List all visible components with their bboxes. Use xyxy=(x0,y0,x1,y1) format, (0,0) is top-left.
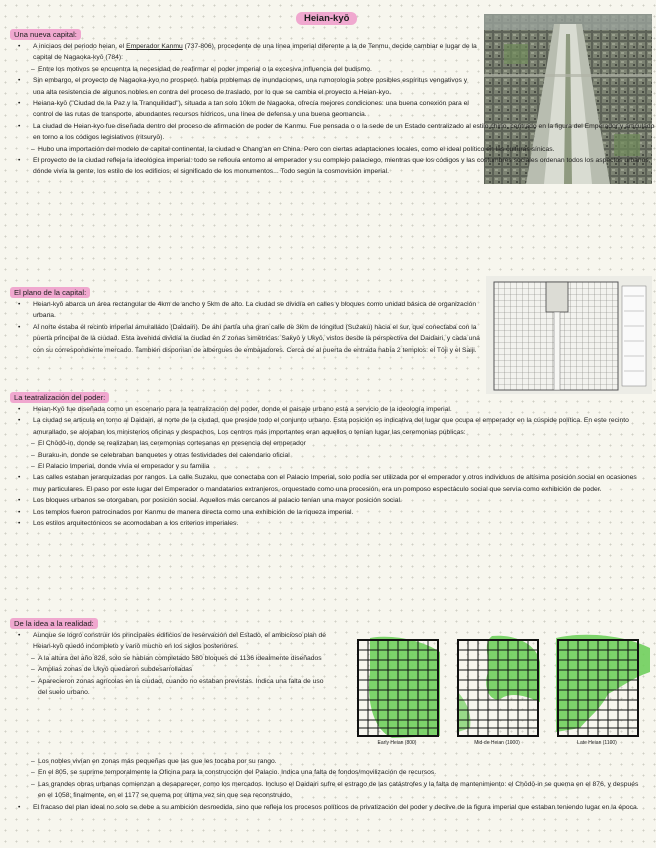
list-item: • Heian-Kyō fue diseñada como un escenario para la teatralización del poder, donde el paisaje urbano está a servicio de la ideología imperial. xyxy=(12,404,513,415)
list-item: – Buraku-in, donde se celebraban banquetes y otras festividades del calendario oficial xyxy=(12,450,642,461)
list-item: – El Palacio Imperial, donde vivía el emperador y su familia xyxy=(12,461,642,472)
list-item: • Al norte estaba el recinto imperial amurallado (Daidairi). De ahí partía una gran calle de 3km de longitud (Suzaku) hacia el sur, que conectaba con la puerta principal de la ciudad. Esta avenida dividía la ciudad en 2 zonas simétricas: Sakyō y Ukyō, vistos desde la perspectiva del Daidairi, y cada una con su correspondiente mercado. También disponían de albergues de embajadores. Cerca de al puerta de entrada había 2 templos: el Tōji y el Saiji. xyxy=(12,322,480,356)
grid-caption-late: Late Heian (1100) xyxy=(577,740,617,746)
grid-caption-mid: Mid-de Heian (1000) xyxy=(474,740,520,746)
list-item: – El Chōdō-in, donde se realizaban las ceremonias cortesanas en presencia del emperador xyxy=(12,438,642,449)
list-item: • La ciudad se articula en torno al Daidairi, al norte de la ciudad, que preside todo el conjunto urbano. Esta posición es indicativa del lugar que ocupa el emperador en la cúspide política. En este recinto amurallado, se alojaban los ministerios oficinas y despachos. Los centros más importantes eran aquellos o tenían lugar las ceremonias públicas: xyxy=(12,415,642,438)
list-item: • Las calles estaban jerarquizadas por rangos. La calle Suzaku, que conectaba con el Palacio Imperial, solo podía ser utilizada por el emperador y otros individuos de altísima posición social en ocasiones muy particulares. El paso por este lugar del Emperador o mandatarios extranjeros, orquestado como una procesión, era un pomposo espectáculo social que servía como exhibición de poder. xyxy=(12,472,642,495)
list-item: • Heian-kyō abarca un área rectangular de 4km de ancho y 5km de alto. La ciudad se dividía en calles y bloques como unidad básica de organización urbana. xyxy=(12,299,480,322)
grid-caption-early: Early Heian (800) xyxy=(377,740,417,746)
list-item: – Aparecieron zonas agrícolas en la ciudad, cuando no estaban previstas. Indica una falta de uso del suelo urbano. xyxy=(12,676,330,699)
list-item: • A iniciaos del periodo heian, el Emperador Kanmu (737-806), procedente de una línea imperial diferente a la de Tenmu, decide cambiar e lugar de la capital de Nagaoka-kyō (784): xyxy=(12,41,480,64)
list-item: – Amplias zonas de Ukyō quedaron subdesarrolladas xyxy=(12,664,330,675)
list-item: – En el 805, se suprime temporalmente la Oficina para la construcción del Palacio. Indica una falta de fondos/movilización de recursos. xyxy=(12,767,642,778)
section-body-nueva-capital xyxy=(12,41,655,178)
grid-figure-late xyxy=(552,632,652,747)
section-heading-idea-realidad: De la idea a la realidad: xyxy=(10,618,98,629)
section-heading-nueva-capital: Una nueva capital: xyxy=(10,29,81,40)
list-item: • Los estilos arquitectónicos se acomodaban a los criterios imperiales. xyxy=(12,518,642,529)
list-item: – Las grandes obras urbanas comienzan a desaparecer, como los mercados. Incluso el Daidairi sufre el estrago de las catástrofes y la falta de mantenimiento: el Chōdō-in se quema en el 876, y después en el 1058; finalmente, en el 1177 se quema por última vez sin que sea reconstruido. xyxy=(12,779,642,802)
section-body-idea-realidad-left xyxy=(12,630,330,698)
list-item: • La ciudad de Heian-kyo fue diseñada dentro del proceso de afirmación de poder de Kanmu. Fue pensada o o la sede de un Estado centralizado al estilo chino, centrado en la figura del Emperador y articulado en torno a los códigos legislativos (ritsuryō). xyxy=(12,121,656,144)
page-title: Heian-kyō xyxy=(296,12,357,25)
list-item: – Entre los motivos se encuentra la necesidad de reafirmar el poder imperial o la excesiva influencia del budismo. xyxy=(12,64,480,75)
section-body-idea-realidad-full xyxy=(12,756,642,813)
section-body-plano xyxy=(12,299,480,356)
list-item: • Sin embargo, el proyecto de Nagaoka-kyo no prosperó. había problemas de inundaciones, una rumorología sobre posibles espíritus vengativos y una alta resistencia de algunos nobles en contra del proceso de traslado, por lo que se cambia el proyecto a Heian-kyo. xyxy=(12,75,480,98)
list-item: • Aunque se logró construir los principales edificios de reservación del Estado, el ambicioso plan de Heian-kyō quedó incompleto y varió mucho en los siglos posteriores. xyxy=(12,630,330,653)
grid-figure-mid xyxy=(452,632,544,747)
grid-figure-early xyxy=(352,632,444,747)
list-item: – Los nobles vivían en zonas más pequeñas que las que les tocaba por su rango. xyxy=(12,756,642,767)
list-item: • Los templos fueron patrocinados por Kanmu de manera directa como una exhibición de la riqueza imperial. xyxy=(12,507,642,518)
list-item: • Heiana-kyō ("Ciudad de la Paz y la Tranquilidad"), situada a tan solo 10km de Nagaoka, ofrecía mejores condiciones: una buena conexión para el control de las rutas de transporte, abundantes recursos hídricos, una línea de defensa y una buena geomancia. xyxy=(12,98,480,121)
section-heading-teatralizacion: La teatralización del poder: xyxy=(10,392,109,403)
list-item: • El fracaso del plan ideal no solo se debe a su ambición desmedida, sino que refleja los procesos políticos de privatización del poder y declive de la figura imperial que estaban teniendo lugar en la época. xyxy=(12,802,642,813)
section-heading-plano: El plano de la capital: xyxy=(10,287,90,298)
list-item: – Hubo una importación del modelo de capital continental, la ciudad e Chang'an en China. Pero con ciertas adaptaciones locales, como el ideal político en las culturas sínicas. xyxy=(12,144,643,155)
list-item: • El proyecto de la ciudad refleja la ideológica imperial: todo se refiouía entorno al emperador y su complejo palaciego, mientras que los códigos y las costumbres sociales ordenan todos los aspectos urbanos, dónde vivía la gente, los estilo de los edificios, el significado de los monumentos... Todo según la cosmovisión imperial. xyxy=(12,155,656,178)
section-body-teatralizacion xyxy=(12,404,642,529)
list-item: • Los bloques urbanos se otorgaban, por posición social. Aquellos más cercanos al palacio tenían una mayor posición social. xyxy=(12,495,642,506)
city-plan-drawing xyxy=(486,276,652,394)
list-item: – A la altura del año 828, solo se habían completado 580 bloques de 1136 idealmente diseñados xyxy=(12,653,330,664)
